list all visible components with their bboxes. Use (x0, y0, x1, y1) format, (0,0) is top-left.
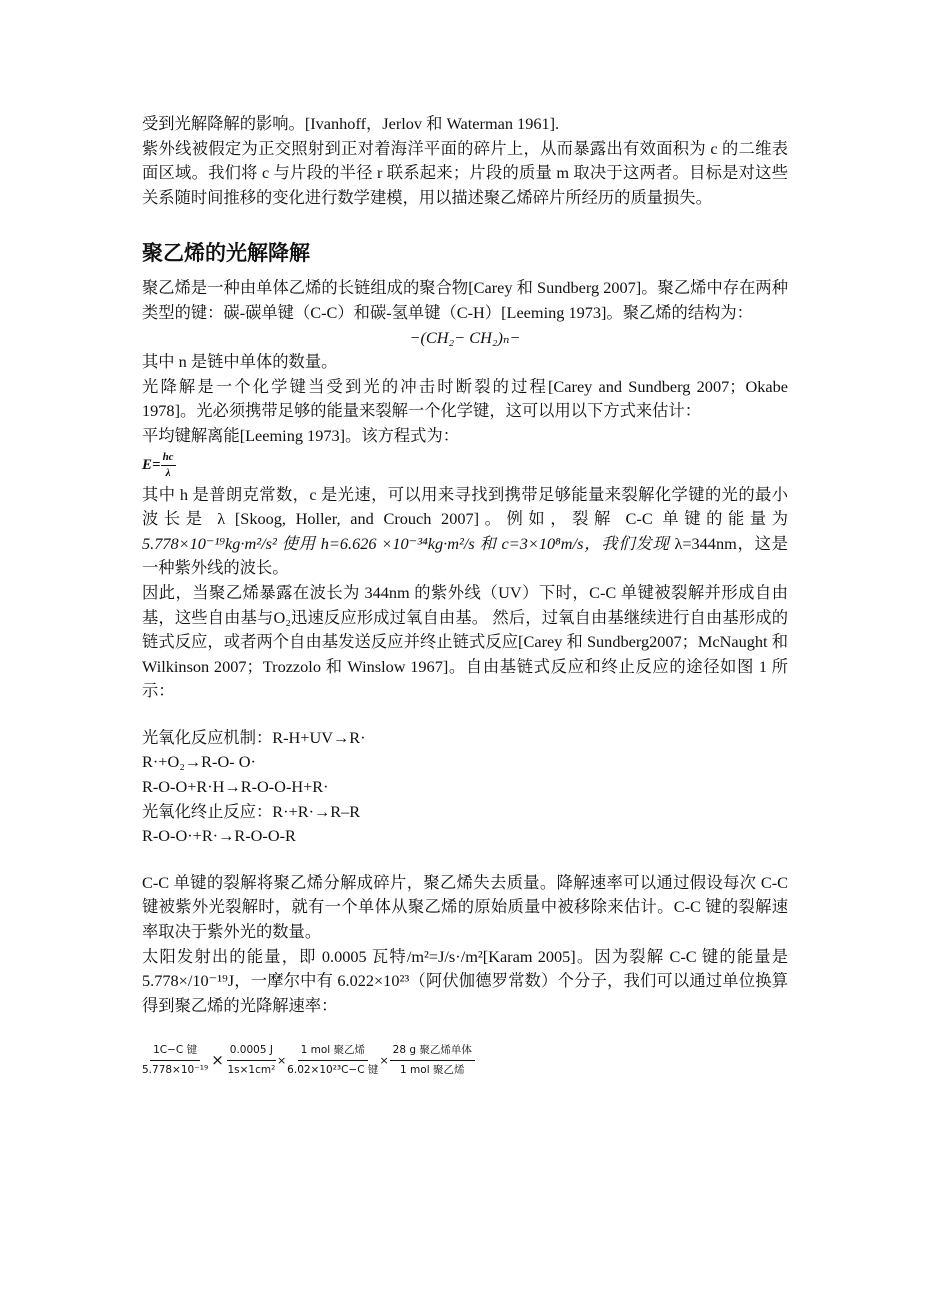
section-heading: 聚乙烯的光解降解 (142, 241, 310, 266)
unit-conversion (142, 1042, 788, 1078)
reaction-line: R·+O₂→R-O- O· (142, 752, 256, 772)
equation-lhs: E= (142, 457, 161, 474)
paragraph-uv-assumption: 紫外线被假定为正交照射到正对着海洋平面的碎片上，从而暴露出有效面积为 c 的二维表面区域。我们将 c 与片段的半径 r 联系起来；片段的质量 m 取决于这两者。目标是对这些关系随时间推移的变化进行数学建模，用以描述聚乙烯碎片所经历的质量损失。 (142, 138, 788, 207)
document-page (142, 112, 788, 1078)
wavelength-text-b: 5.778×10⁻¹⁹kg·m²/s² 使用 h=6.626 ×10⁻³⁴kg·m²/s 和 c=3×10⁸m/s，我们发现 (142, 533, 675, 553)
paragraph-radicals: 因此，当聚乙烯暴露在波长为 344nm 的紫外线（UV）下时，C-C 单键被裂解并形成自由基，这些自由基与O₂迅速反应形成过氧自由基。 然后，过氧自由基继续进行自由基形成的链式反应，或者两个自由基发送反应并终止链式反应[Carey 和 Sundberg2007；McNaught 和 Wilkinson 2007；Trozzolo 和 Winslow 1967]。自由基链式反应和终止反应的途径如图 1 所示： (142, 582, 788, 701)
wavelength-text-a: 其中 h 是普朗克常数，c 是光速，可以用来寻找到携带足够能量来裂解化学键的光的最小波长是 λ [Skoog, Holler, and Crouch 2007]。例如，裂解 C-C 单键的能量为 (142, 484, 788, 529)
conversion-numerator: 1C−C 键 (150, 1042, 200, 1061)
paragraph-wavelength (142, 483, 788, 581)
paragraph-solar-energy: 太阳发射出的能量，即 0.0005 瓦特/m²=J/s·/m²[Karam 2005]。因为裂解 C-C 键的能量是 5.778×/10⁻¹⁹J，一摩尔中有 6.022×10²³（阿伏伽德罗常数）个分子，我们可以通过单位换算得到聚乙烯的光降解速率： (142, 946, 788, 1015)
paragraph-n-definition: 其中 n 是链中单体的数量。 (142, 352, 338, 372)
conversion-numerator: 1 mol 聚乙烯 (298, 1042, 368, 1061)
paragraph-photodegradation: 光降解是一个化学键当受到光的冲击时断裂的过程[Carey and Sundberg 2007；Okabe 1978]。光必须携带足够的能量来裂解一个化学键，这可以用以下方式来估计： (142, 376, 788, 421)
reaction-line: R-O-O+R·H→R-O-O-H+R· (142, 777, 329, 797)
structure-formula: −(CH₂− CH₂)ₙ− (409, 327, 521, 347)
conversion-denominator: 5.778×10⁻¹⁹ (142, 1064, 209, 1077)
conversion-fraction (390, 1042, 475, 1078)
paragraph-bond-energy: 平均键解离能[Leeming 1973]。该方程式为： (142, 425, 460, 445)
reaction-line: 光氧化反应机制：R-H+UV→R· (142, 727, 366, 747)
reaction-line: 光氧化终止反应：R·+R·→R–R (142, 801, 361, 821)
conversion-numerator: 28 g 聚乙烯单体 (390, 1042, 475, 1061)
conversion-fraction (227, 1042, 276, 1078)
conversion-denominator: 6.02×10²³C−C 键 (287, 1064, 379, 1077)
energy-equation (142, 449, 788, 483)
reaction-line: R-O-O·+R·→R-O-O-R (142, 826, 296, 846)
paragraph-cleavage: C-C 单键的裂解将聚乙烯分解成碎片，聚乙烯失去质量。降解速率可以通过假设每次 C-C 键被紫外光裂解时，就有一个单体从聚乙烯的原始质量中被移除来估计。C-C 键的裂解速率取决于紫外光的数量。 (142, 872, 788, 942)
reaction-list (142, 726, 788, 849)
paragraph-polyethylene: 聚乙烯是一种由单体乙烯的长链组成的聚合物[Carey 和 Sundberg 2007]。聚乙烯中存在两种类型的键：碳-碳单键（C-C）和碳-氢单键（C-H）[Leeming 1973]。聚乙烯的结构为： (142, 278, 788, 322)
conversion-fraction (287, 1042, 378, 1078)
equation-numerator: hc (161, 451, 176, 466)
times-sign: × (276, 1053, 287, 1067)
times-sign: × (211, 1051, 224, 1070)
times-sign: × (379, 1053, 389, 1067)
equation-fraction (161, 451, 176, 480)
wavelength-text-c: λ=344nm，这是一种紫外线的波长。 (142, 533, 788, 578)
conversion-fraction (142, 1042, 208, 1078)
conversion-numerator: 0.0005 J (227, 1042, 276, 1061)
conversion-denominator: 1 mol 聚乙烯 (400, 1064, 465, 1077)
equation-denominator: λ (165, 467, 171, 480)
paragraph-intro-end: 受到光解降解的影响。[Ivanhoff，Jerlov 和 Waterman 1961]. (142, 114, 560, 133)
conversion-denominator: 1s×1cm² (227, 1064, 276, 1077)
